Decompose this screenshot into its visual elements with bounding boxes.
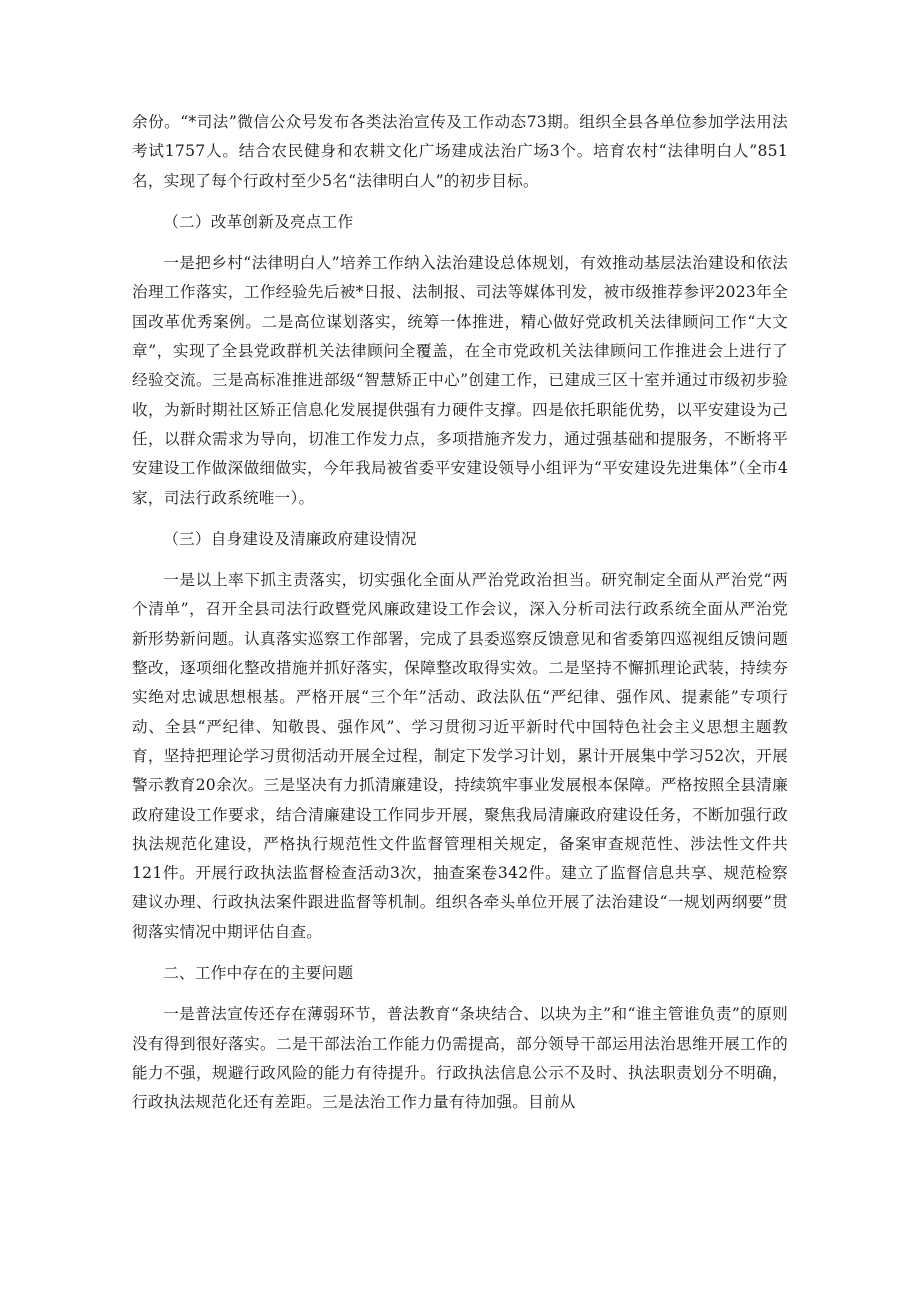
document-page xyxy=(132,108,788,1118)
spacer xyxy=(132,947,788,959)
main-problems-paragraph: 一是普法宣传还存在薄弱环节，普法教育“条块结合、以块为主”和“谁主管谁负责”的原则没有得到很好落实。二是干部法治工作能力仍需提高，部分领导干部运用法治思维开展工作的能力不强，规避行政风险的能力有待提升。行政执法信息公示不及时、执法职责划分不明确，行政执法规范化还有差距。三是法治工作力量有待加强。目前从 xyxy=(132,1005,788,1112)
section-heading-reform-innovation: （二）改革创新及亮点工作 xyxy=(163,212,354,231)
intro-paragraph: 余份。“*司法”微信公众号发布各类法治宣传及工作动态73期。组织全县各单位参加学法用法考试1757人。结合农民健身和农耕文化广场建成法治广场3个。培育农村“法律明白人”851名，实现了每个行政村至少5名“法律明白人”的初步目标。 xyxy=(132,113,788,190)
spacer xyxy=(132,513,788,525)
spacer xyxy=(132,196,788,208)
section-heading-self-building: （三）自身建设及清廉政府建设情况 xyxy=(163,529,417,548)
spacer xyxy=(132,988,788,1000)
spacer xyxy=(132,554,788,566)
self-building-paragraph: 一是以上率下抓主责落实，切实强化全面从严治党政治担当。研究制定全面从严治党“两个清单”，召开全县司法行政暨党风廉政建设工作会议，深入分析司法行政系统全面从严治党新形势新问题。认真落实巡察工作部署，完成了县委巡察反馈意见和省委第四巡视组反馈问题整改，逐项细化整改措施并抓好落实，保障整改取得实效。二是坚持不懈抓理论武装，持续夯实绝对忠诚思想根基。严格开展“三个年”活动、政法队伍“严纪律、强作风、提素能”专项行动、全县“严纪律、知敬畏、强作风”、学习贯彻习近平新时代中国特色社会主义思想主题教育，坚持把理论学习贯彻活动开展全过程，制定下发学习计划，累计开展集中学习52次，开展警示教育20余次。三是坚决有力抓清廉建设，持续筑牢事业发展根本保障。严格按照全县清廉政府建设工作要求，结合清廉建设工作同步开展，聚焦我局清廉政府建设任务，不断加强行政执法规范化建设，严格执行规范性文件监督管理相关规定，备案审查规范性、涉法性文件共121件。开展行政执法监督检查活动3次，抽查案卷342件。建立了监督信息共享、规范检察建议办理、行政执法案件跟进监督等机制。组织各牵头单位开展了法治建设“一规划两纲要”贯彻落实情况中期评估自查。 xyxy=(132,571,788,941)
spacer xyxy=(132,237,788,249)
section-heading-main-problems: 二、工作中存在的主要问题 xyxy=(163,964,354,983)
reform-innovation-paragraph: 一是把乡村“法律明白人”培养工作纳入法治建设总体规划，有效推动基层法治建设和依法治理工作落实，工作经验先后被*日报、法制报、司法等媒体刊发，被市级推荐参评2023年全国改革优秀案例。二是高位谋划落实，统筹一体推进，精心做好党政机关法律顾问工作“大文章”，实现了全县党政群机关法律顾问全覆盖，在全市党政机关法律顾问工作推进会上进行了经验交流。三是高标准推进部级“智慧矫正中心”创建工作，已建成三区十室并通过市级初步验收，为新时期社区矫正信息化发展提供强有力硬件支撑。四是依托职能优势，以平安建设为己任，以群众需求为导向，切准工作发力点，多项措施齐发力，通过强基础和提服务，不断将平安建设工作做深做细做实，今年我局被省委平安建设领导小组评为“平安建设先进集体”（全市4家，司法行政系统唯一）。 xyxy=(132,254,788,507)
